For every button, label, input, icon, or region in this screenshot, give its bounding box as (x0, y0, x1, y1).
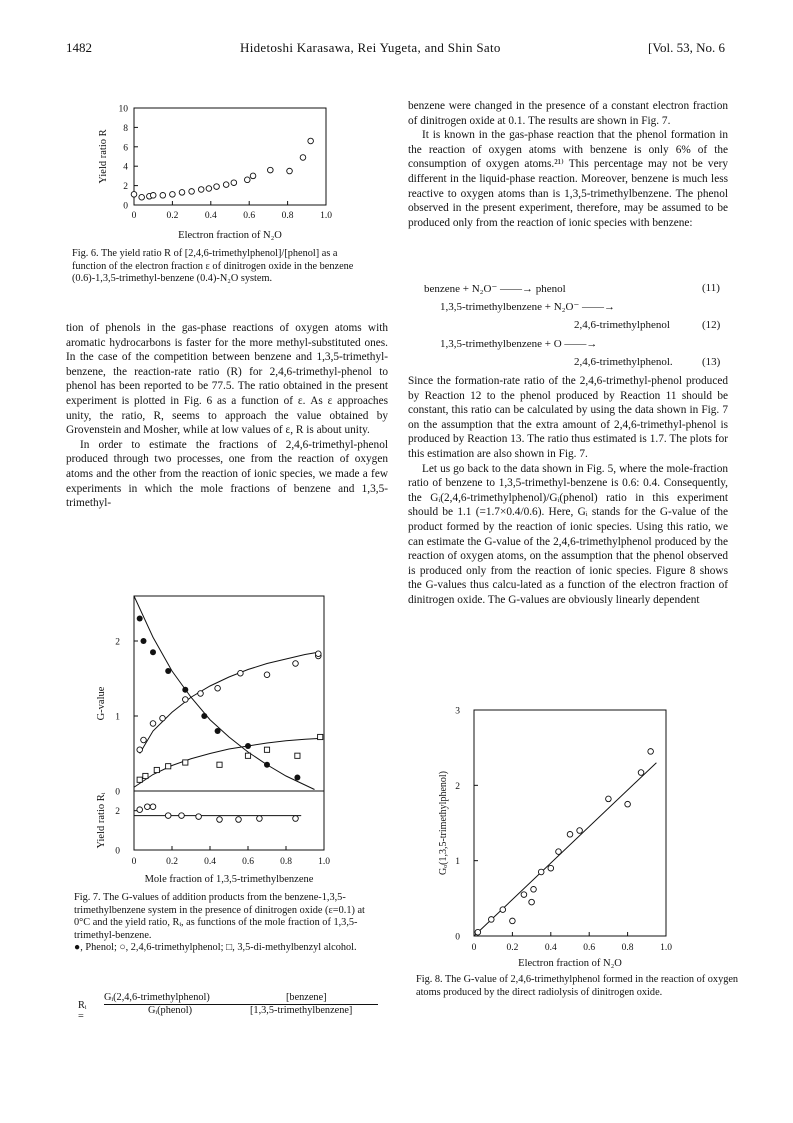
data-point (170, 192, 176, 198)
data-point (287, 168, 293, 174)
data-point (268, 167, 274, 173)
data-point (538, 869, 544, 875)
x-tick-label: 1.0 (320, 211, 332, 221)
y-tick-label: 0 (115, 787, 120, 798)
data-point (143, 773, 148, 778)
plot-frame (134, 108, 326, 205)
data-point (166, 764, 171, 769)
data-point (165, 668, 171, 674)
data-point (141, 737, 147, 743)
data-point (556, 849, 562, 855)
data-point (510, 918, 516, 924)
x-tick-label: 0.2 (506, 943, 519, 953)
page-number: 1482 (66, 40, 92, 55)
y-tick-label: 0 (123, 201, 128, 212)
data-point (293, 661, 299, 667)
data-point (214, 184, 220, 190)
data-point (145, 804, 151, 810)
equation-12-number: (12) (702, 319, 721, 331)
x-axis-label: Mole fraction of 1,3,5-trimethylbenzene (144, 874, 314, 885)
fig7-caption-block (74, 892, 378, 955)
right-column-text-bottom (408, 374, 728, 608)
data-point (206, 186, 212, 192)
data-point (293, 816, 299, 822)
fig8-caption: Fig. 8. The G-value of 2,4,6-trimethylphenol formed in the reaction of oxygen atoms produced by the direct radiolysis of dinitrogen oxide. (416, 974, 739, 998)
data-point (488, 917, 494, 923)
data-point (198, 691, 204, 697)
y-axis-label: Yield ratio Rᵢ (96, 792, 107, 849)
left-paragraph: In order to estimate the fractions of 2,4,6-trimethyl-phenol produced through two processes, one from the reaction of oxygen atoms and the other from the reaction of ionic species, we made a few experiments in which the mole fractions of benzene and 1,3,5-trimethyl- (66, 438, 388, 510)
data-point (150, 721, 156, 727)
data-point (137, 616, 143, 622)
data-point (137, 807, 143, 813)
data-point (217, 817, 223, 823)
series-curve (134, 596, 315, 790)
right-paragraph: Since the formation-rate ratio of the 2,4,6-trimethyl-phenol produced by Reaction 12 to the phenol produced by Reaction 11 should be constant, this ratio can be calculated by using the data shown in Fig. 7 on the assumption that the extra amount of 2,4,6-trimethyl-phenol is produced by Reaction 13. The ratio thus estimated is 1.7. The plots for this estimation are also shown in Fig. 7. (408, 375, 728, 460)
data-point (257, 816, 263, 822)
y-tick-label: 0 (115, 846, 120, 857)
data-point (231, 180, 237, 186)
data-point (648, 749, 654, 755)
data-point (150, 193, 156, 199)
y-tick-label: 3 (455, 706, 460, 717)
right-paragraph: It is known in the gas-phase reaction that the phenol formation in the reaction of oxygen atoms with benzene is only 6% of the consumption of oxygen atoms.²¹⁾ This percentage may not be very different in the liquid-phase reaction. Moreover, benzene is much less reactive to oxygen atoms than is 1,3,5-trimethylbenzene. The phenol observed in the present experiment, therefore, may be assumed to be produced only from the reaction of ionic species with benzene: (408, 129, 728, 229)
data-point (179, 813, 185, 819)
x-tick-label: 0 (471, 943, 477, 953)
data-point (638, 770, 644, 776)
y-tick-label: 2 (115, 637, 120, 648)
data-point (294, 775, 300, 781)
data-point (139, 194, 145, 200)
fig7-caption: Fig. 7. The G-values of addition products from the benzene-1,3,5-trimethylbenzene system in the presence of dinitrogen oxide (ε=0.1) at 0°C and the yield ratio, Rᵢ, as functions of the mole fraction of 1,3,5-trimethyl-benzene. (74, 892, 365, 941)
x-tick-label: 1.0 (660, 943, 672, 953)
data-point (141, 638, 147, 644)
x-tick-label: 0.4 (204, 857, 216, 867)
series-curve (140, 652, 319, 753)
y-tick-label: 2 (123, 182, 128, 193)
data-point (137, 747, 143, 753)
data-point (238, 670, 244, 676)
data-point (165, 813, 171, 819)
left-column-text (66, 321, 388, 511)
formula-num1: Gᵢ(2,4,6-trimethylphenol) (104, 992, 210, 1003)
y-axis-label: Yield ratio R (98, 129, 109, 184)
y-tick-label: 1 (455, 857, 460, 868)
data-point (264, 747, 269, 752)
data-point (215, 728, 221, 734)
equation-12-lhs: 1,3,5-trimethylbenzene + N₂O⁻ ——→ (440, 301, 616, 313)
data-point (318, 734, 323, 739)
fig6-caption: Fig. 6. The yield ratio R of [2,4,6-trimethylphenol]/[phenol] as a function of the electron fraction ε of dinitrogen oxide in the benzene (0.6)-1,3,5-trimethyl-benzene (0.4)-N₂O system. (72, 248, 354, 285)
data-point (236, 817, 242, 823)
y-tick-label: 1 (115, 712, 120, 723)
data-point (160, 715, 166, 721)
x-tick-label: 0.2 (166, 857, 178, 867)
data-point (150, 804, 156, 810)
fig6-chart (88, 100, 350, 240)
data-point (577, 828, 583, 834)
y-tick-label: 8 (123, 123, 128, 134)
data-point (183, 697, 189, 703)
plot-frame (474, 710, 666, 936)
y-tick-label: 10 (118, 104, 128, 115)
equation-13-lhs: 1,3,5-trimethylbenzene + O ——→ (440, 338, 598, 350)
x-tick-label: 1.0 (318, 857, 330, 867)
data-point (137, 777, 142, 782)
right-column-text-top (408, 99, 728, 230)
formula-den2: [1,3,5-trimethylbenzene] (250, 1005, 353, 1016)
x-axis-label: Electron fraction of N₂O (178, 230, 282, 240)
data-point (264, 672, 270, 678)
data-point (300, 155, 306, 161)
data-point (500, 907, 506, 913)
data-point (475, 929, 481, 935)
fig8-chart (430, 700, 690, 970)
x-tick-label: 0 (131, 857, 137, 867)
x-tick-label: 0.6 (243, 211, 256, 221)
data-point (182, 687, 188, 693)
data-point (223, 182, 229, 188)
equation-12-rhs: 2,4,6-trimethylphenol (574, 319, 670, 331)
x-axis-label: Electron fraction of N₂O (518, 958, 622, 969)
running-header-volume: [Vol. 53, No. 6 (648, 40, 726, 55)
data-point (250, 173, 256, 179)
formula-num2: [benzene] (286, 992, 327, 1003)
y-tick-label: 2 (455, 781, 460, 792)
y-tick-label: 4 (123, 162, 128, 173)
x-tick-label: 0 (131, 211, 137, 221)
data-point (529, 899, 535, 905)
data-point (625, 801, 631, 807)
y-tick-label: 2 (115, 807, 120, 818)
data-point (196, 814, 202, 820)
data-point (531, 886, 537, 892)
equation-13-number: (13) (702, 356, 721, 368)
right-paragraph: Let us go back to the data shown in Fig. 5, where the mole-fraction ratio of benzene to 1,3,5-trimethyl-benzene is 0.6: 0.4. Consequently, the Gᵢ(2,4,6-trimethylphenol)/Gᵢ(phenol) ratio in this experiment should be 1.1 (=1.7×0.4/0.6). Here, Gᵢ stands for the G-value of the product formed by the reaction of ionic species. Using this ratio, we can estimate the G-value of the 2,4,6-trimethylphenol produced by the reaction of oxygen atoms, on the assumption that the phenol observed is produced only from the reaction of ionic species. Figure 8 shows the G-values thus calcu-lated as a function of the electron fraction of dinitrogen oxide. The G-values are obviously linearly dependent (408, 462, 728, 606)
x-tick-label: 0.8 (280, 857, 292, 867)
data-point (183, 760, 188, 765)
data-point (521, 892, 527, 898)
data-point (245, 753, 250, 758)
data-point (154, 767, 159, 772)
x-tick-label: 0.4 (544, 943, 557, 953)
data-point (308, 138, 314, 144)
x-tick-label: 0.6 (583, 943, 596, 953)
data-point (264, 762, 270, 768)
x-tick-label: 0.6 (242, 857, 254, 867)
formula-den1: Gᵢ(phenol) (148, 1005, 193, 1016)
series-curve (134, 739, 318, 788)
equation-13-rhs: 2,4,6-trimethylphenol. (574, 356, 673, 368)
data-point (606, 796, 612, 802)
plot-frame (134, 596, 324, 850)
data-point (217, 762, 222, 767)
data-point (131, 192, 137, 198)
fig7-chart (88, 588, 348, 890)
x-tick-label: 0.2 (166, 211, 179, 221)
right-paragraph: benzene were changed in the presence of a constant electron fraction of dinitrogen oxide at 0.1. The results are shown in Fig. 7. (408, 100, 728, 127)
data-point (160, 193, 166, 199)
left-paragraph: tion of phenols in the gas-phase reactions of oxygen atoms with aromatic hydrocarbons is faster for the more methyl-substituted ones. In the case of the competition between benzene and 1,3,5-trimethyl-benzene, the reaction-rate ratio (R) for 2,4,6-trimethyl-phenol to phenol has been reported to be 77.5. The ratio obtained in the present experiment is plotted in Fig. 6 as a function of ε. As ε approaches unity, the ratio, R, seems to approach the value obtained by Grovenstein and Mosher, while at low values of ε, R is about unity. (66, 322, 388, 437)
data-point (150, 649, 156, 655)
x-tick-label: 0.8 (281, 211, 294, 221)
y-tick-label: 0 (455, 932, 460, 943)
y-tick-label: 6 (123, 143, 128, 154)
equation-11: benzene + N₂O⁻ ——→ phenol (424, 283, 566, 295)
data-point (201, 713, 207, 719)
equation-11-number: (11) (702, 282, 720, 294)
y-axis-label: Gₒ(1,3,5-trimethylphenol) (438, 771, 449, 875)
data-point (198, 187, 204, 193)
data-point (215, 685, 221, 691)
formula-lhs: Rᵢ = (78, 1000, 87, 1022)
running-header-authors: Hidetoshi Karasawa, Rei Yugeta, and Shin Sato (240, 40, 501, 55)
x-tick-label: 0.8 (621, 943, 634, 953)
data-point (189, 189, 195, 195)
data-point (567, 832, 573, 838)
y-axis-label: G-value (96, 686, 107, 721)
data-point (179, 190, 185, 196)
data-point (295, 753, 300, 758)
data-point (316, 651, 322, 657)
data-point (244, 177, 250, 183)
x-tick-label: 0.4 (204, 211, 217, 221)
fig7-legend: ●, Phenol; ○, 2,4,6-trimethylphenol; □, 3,5-di-methylbenzyl alcohol. (74, 942, 357, 954)
data-point (548, 865, 554, 871)
